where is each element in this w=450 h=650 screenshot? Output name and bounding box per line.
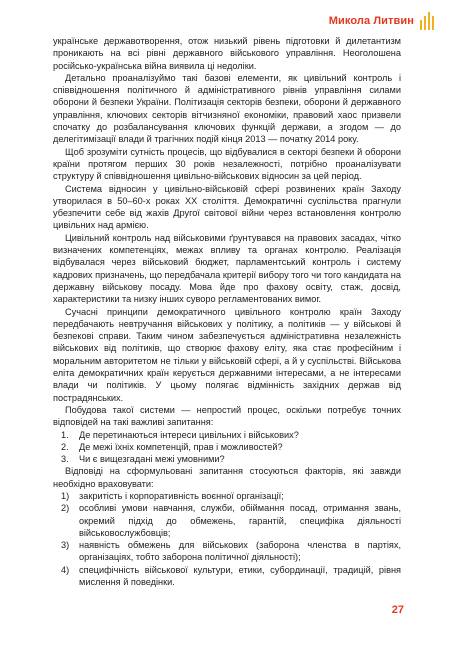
list-number: 2) — [61, 503, 70, 514]
list-text: наявність обмежень для військових (заборона членства в партіях, організаціях, тобто заборона політичної діяльності); — [79, 540, 401, 563]
list-number: 1) — [61, 490, 70, 501]
author-name: Микола Литвин — [328, 15, 414, 27]
list-item — [53, 490, 401, 502]
factors-list — [53, 490, 401, 588]
paragraph: українське державотворення, отож низький рівень підготовки й дилетантизм проникають на всі рівні державного військового управління. Неоголошена російсько-українська війна виявила ці недоліки. — [53, 36, 401, 71]
list-item — [53, 453, 401, 465]
list-item — [53, 441, 401, 453]
list-number: 3) — [61, 540, 70, 551]
list-item — [53, 539, 401, 564]
paragraph: Цивільний контроль над військовими ґрунтувався на правових засадах, чітко визначених компетенціях, межах впливу та органах контролю. Реалізація відбувалася через військовий бюджет, парламентський контроль і систему кадрових призначень, що передбачала критерії вибору того чи того кандидата на державну військову посаду. Мова йде про фахову освіту, стаж, досвід, характеристики та низку інших суворо регламентованих вимог. — [53, 232, 401, 305]
list-number: 1. — [61, 429, 69, 440]
list-text: закритість і корпоративність воєнної організації; — [79, 490, 284, 501]
list-text: Чи є вищезгадані межі умовними? — [79, 454, 225, 465]
list-item — [53, 429, 401, 441]
list-text: Де перетинаються інтереси цивільних і військових? — [79, 429, 299, 440]
paragraph: Побудова такої системи — непростий процес, оскільки потребує точних відповідей на такі важливі запитання: — [53, 404, 401, 428]
paragraph: Детально проаналізуймо такі базові елементи, як цивільний контроль і співвідношення політичного й адміністративного рівнів управління силами оборони й безпеки України. Політизація секторів безпеки, оборони й державного управління, ключових секторів вітчизняної економіки, правовий хаос призвели спочатку до розбалансування ключових функцій держави, а згодом — до делегітимізації влади й трагічних подій кінця 2013 — початку 2014 року. — [53, 72, 401, 145]
questions-list — [53, 429, 401, 466]
paragraph: Щоб зрозуміти сутність процесів, що відбувалися в секторі безпеки й оборони країни протягом перших 30 років незалежності, потрібно проаналізувати структуру й співвідношення цивільно-військових відносин за цей період. — [53, 146, 401, 182]
paragraph: Система відносин у цивільно-військовій сфері розвинених країн Заходу утворилася в 50–60-х роках XX століття. Демократичні суспільства прагнули убезпечити себе від жахів Другої світової війни через встановлення контролю цивільних над армією. — [53, 183, 401, 231]
decorative-bars-icon — [420, 12, 434, 30]
list-number: 2. — [61, 441, 69, 452]
list-number: 4) — [61, 564, 70, 575]
list-text: специфічність військової культури, етики, субординації, традицій, рівня мислення й поведінки. — [79, 564, 401, 588]
page-number: 27 — [391, 604, 404, 616]
page-body — [53, 35, 401, 588]
paragraph: Сучасні принципи демократичного цивільного контролю країн Заходу передбачають невтручання військових у політику, а політиків — у військові й безпекові справи. Таким чином забезпечується адміністративна незалежність військових від політиків, що створює фахову еліту, яка стає професійним і моральним авторитетом не тільки у військовій сфері, а й у суспільстві. Військова еліта демократичних країн керується державними інтересами, а не інтересами влади чи політиків. У цьому полягає відмінність західних держав від пострадянських. — [53, 306, 401, 403]
list-item — [53, 564, 401, 589]
list-text: Де межі їхніх компетенцій, прав і можливостей? — [79, 441, 283, 452]
paragraph: Відповіді на сформульовані запитання стосуються факторів, які завжди необхідно враховувати: — [53, 466, 401, 489]
running-header — [329, 12, 434, 30]
list-number: 3. — [61, 454, 69, 465]
list-item — [53, 502, 401, 539]
list-text: особливі умови навчання, служби, обіймання посад, отримання звань, окремий підхід до обмежень, гарантій, специфіка діяльності військовослужбовців; — [79, 503, 401, 538]
